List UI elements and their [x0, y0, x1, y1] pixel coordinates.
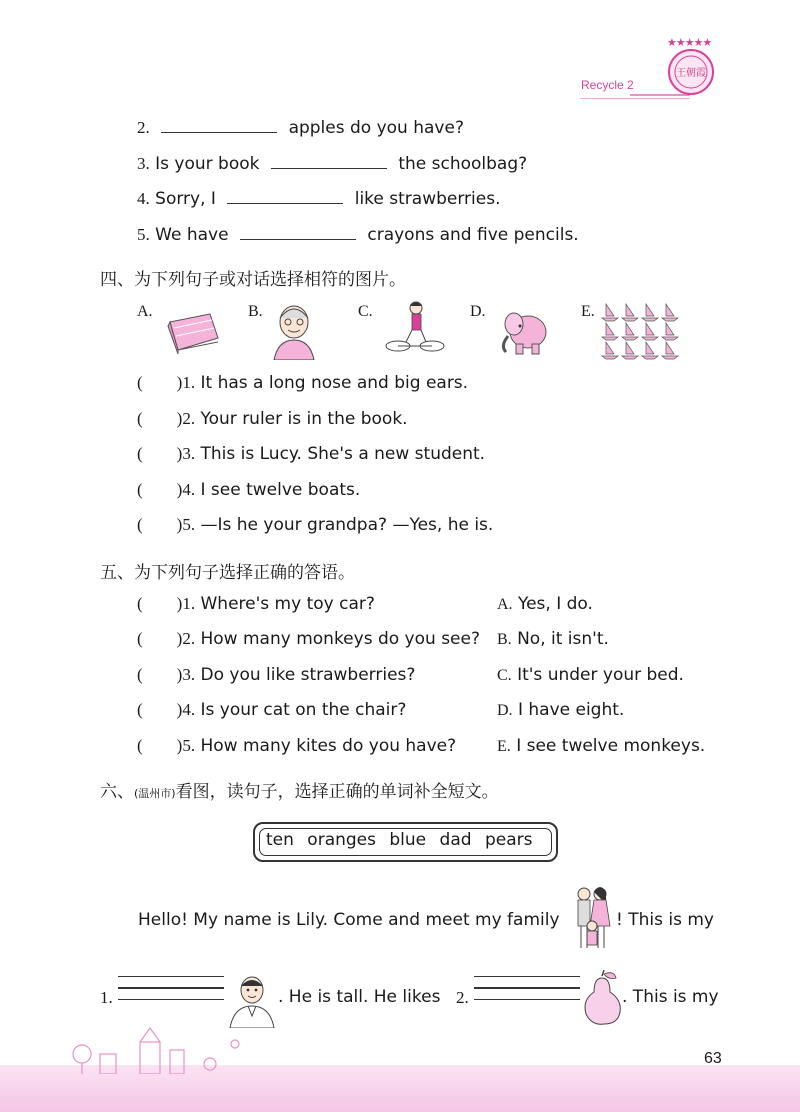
passage-line-1b: ! This is my [616, 910, 714, 930]
answer-option-a [497, 592, 593, 616]
answer-blank[interactable] [161, 132, 277, 133]
option-text: I have eight. [517, 700, 625, 720]
match-item-2 [137, 407, 408, 431]
picture-label-e: E. [581, 303, 595, 320]
item-text: This is Lucy. She's a new student. [200, 444, 486, 464]
answer-paren-open[interactable]: ( [137, 373, 143, 392]
item-text: crayons and five pencils. [367, 225, 579, 245]
item-number: )5. [176, 736, 196, 755]
section6-title-rest: 看图，读句子，选择正确的单词补全短文。 [175, 782, 499, 802]
passage-line-2-mid: . He is tall. He likes [278, 987, 441, 1007]
item-text: apples do you have? [288, 118, 464, 138]
answer-blank[interactable] [227, 203, 343, 204]
decorative-castle-icon [60, 1024, 260, 1074]
qa-item-4 [137, 698, 406, 722]
qa-item-3 [137, 663, 415, 687]
item-number: )2. [176, 629, 196, 648]
item-number: )1. [176, 594, 196, 613]
blank-number-1: 1. [100, 988, 113, 1007]
logo-text: 王朝霞 [676, 68, 706, 79]
item-number: )4. [176, 480, 196, 499]
question-text: Where's my toy car? [200, 594, 375, 614]
answer-option-c [497, 663, 684, 687]
grandpa-icon [268, 300, 320, 360]
answer-paren-open[interactable]: ( [137, 444, 143, 463]
blank-number-2: 2. [456, 988, 469, 1007]
writing-lines-1[interactable] [118, 976, 224, 1010]
item-text: It has a long nose and big ears. [200, 373, 469, 393]
question-text: Do you like strawberries? [200, 665, 416, 685]
book-icon [162, 308, 222, 356]
option-text: Yes, I do. [517, 594, 593, 614]
answer-paren-open[interactable]: ( [137, 629, 143, 648]
item-number: )4. [176, 700, 196, 719]
answer-paren-open[interactable]: ( [137, 700, 143, 719]
item-number: )3. [176, 444, 196, 463]
item-number: )1. [176, 373, 196, 392]
dad-icon [226, 972, 278, 1028]
answer-paren-open[interactable]: ( [137, 594, 143, 613]
option-letter: E. [497, 738, 511, 755]
match-item-3 [137, 442, 485, 466]
option-letter: D. [497, 702, 513, 719]
item-text: I see twelve boats. [200, 480, 361, 500]
section4-title: 四、为下列句子或对话选择相符的图片。 [100, 270, 406, 290]
item-number: 2. [137, 118, 150, 137]
item-text: Your ruler is in the book. [200, 409, 408, 429]
picture-label-a: A. [137, 303, 153, 320]
section5-title: 五、为下列句子选择正确的答语。 [100, 563, 355, 583]
picture-label-c: C. [358, 303, 373, 320]
question-text: Is your cat on the chair? [200, 700, 407, 720]
answer-paren-open[interactable]: ( [137, 736, 143, 755]
item-number: )5. [176, 515, 196, 534]
match-item-4 [137, 478, 360, 502]
qa-item-2 [137, 627, 480, 651]
answer-paren-open[interactable]: ( [137, 665, 143, 684]
item-text: We have [155, 225, 229, 245]
passage-line-1a: Hello! My name is Lily. Come and meet my family [138, 910, 560, 930]
match-item-5 [137, 513, 493, 537]
page-number: 63 [704, 1050, 722, 1067]
picture-label-b: B. [248, 303, 263, 320]
item-text: like strawberries. [354, 189, 501, 209]
option-text: No, it isn't. [517, 629, 609, 649]
item-text: —Is he your grandpa? —Yes, he is. [200, 515, 494, 535]
fill-item-4 [137, 187, 501, 211]
item-text: Sorry, I [155, 189, 216, 209]
elephant-icon [500, 302, 552, 358]
item-number: )3. [176, 665, 196, 684]
word-bank: ten oranges blue dad pears [266, 830, 533, 850]
option-letter: B. [497, 631, 512, 648]
family-icon [568, 882, 616, 954]
item-number: 5. [137, 225, 150, 244]
section6-title [100, 777, 499, 802]
logo-stars: ★★★★★ [667, 36, 712, 49]
question-text: How many monkeys do you see? [200, 629, 480, 649]
pear-icon [580, 970, 624, 1026]
twelve-boats-icon [600, 302, 682, 360]
item-number: )2. [176, 409, 196, 428]
option-letter: C. [497, 667, 512, 684]
answer-paren-open[interactable]: ( [137, 515, 143, 534]
fill-item-5 [137, 223, 579, 247]
girl-on-bicycle-icon [382, 298, 446, 360]
item-text: the schoolbag? [398, 154, 528, 174]
option-text: It's under your bed. [517, 665, 684, 685]
answer-option-b [497, 627, 609, 651]
item-number: 3. [137, 154, 150, 173]
answer-blank[interactable] [271, 168, 387, 169]
qa-item-1 [137, 592, 375, 616]
header-logo [660, 36, 722, 98]
option-letter: A. [497, 596, 513, 613]
fill-item-3 [137, 152, 527, 176]
qa-item-5 [137, 734, 456, 758]
header-stripe-thin [580, 98, 690, 99]
answer-option-d [497, 698, 624, 722]
match-item-1 [137, 371, 468, 395]
answer-paren-open[interactable]: ( [137, 480, 143, 499]
section6-title-prefix: 六、 [100, 782, 134, 802]
question-text: How many kites do you have? [200, 736, 457, 756]
picture-label-d: D. [470, 303, 486, 320]
header-unit-label: Recycle 2 [581, 78, 634, 92]
fill-item-2 [137, 116, 464, 140]
passage-line-2-end: . This is my [622, 987, 719, 1007]
answer-option-e [497, 734, 705, 758]
answer-blank[interactable] [240, 239, 356, 240]
option-text: I see twelve monkeys. [516, 736, 706, 756]
item-text: Is your book [155, 154, 260, 174]
item-number: 4. [137, 189, 150, 208]
writing-lines-2[interactable] [474, 976, 580, 1010]
section6-title-source: (温州市) [134, 787, 176, 800]
answer-paren-open[interactable]: ( [137, 409, 143, 428]
